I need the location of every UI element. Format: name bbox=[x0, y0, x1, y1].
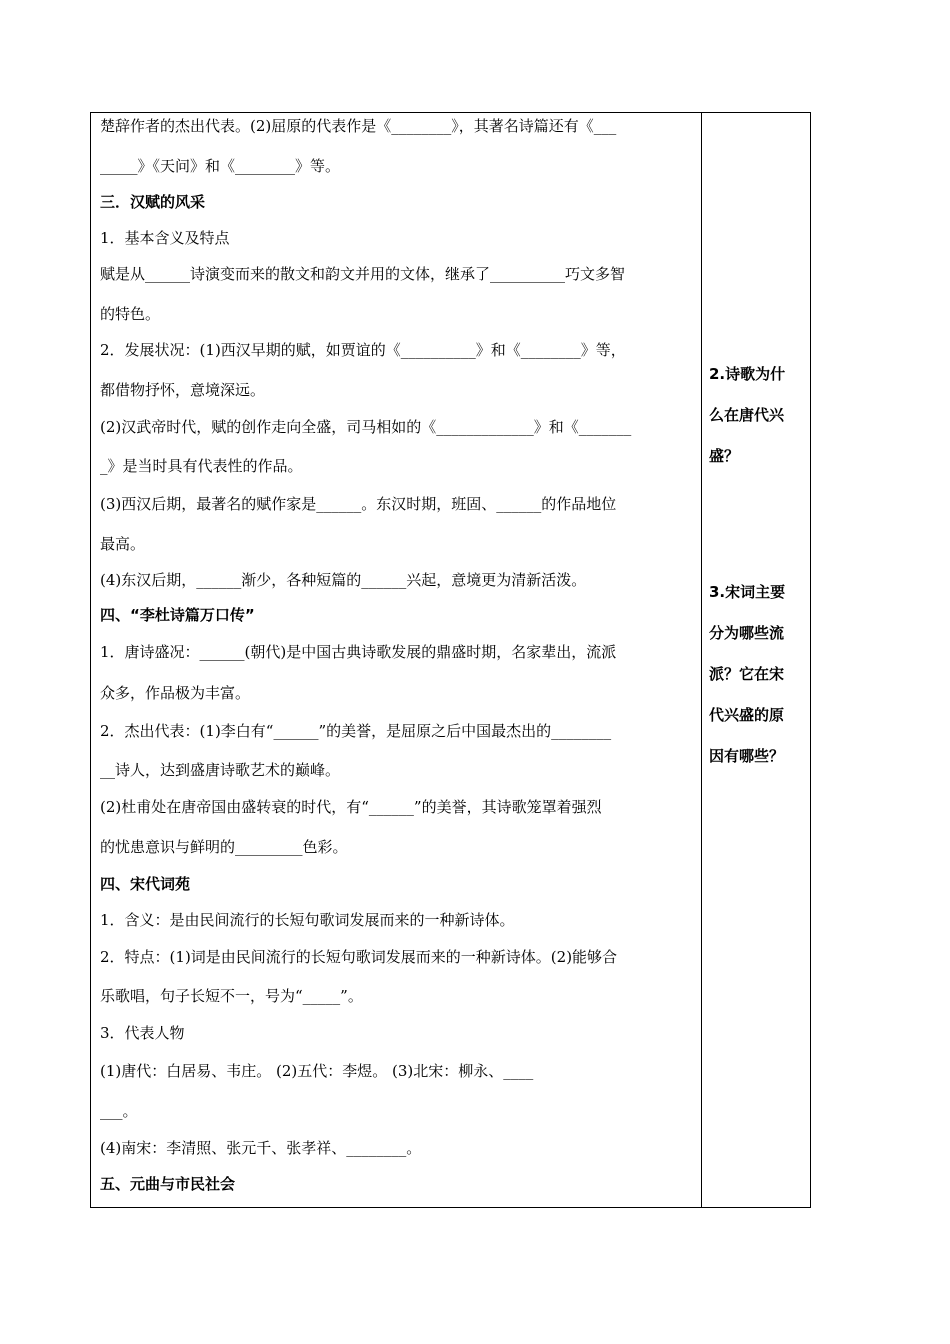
text-line: 赋是从______诗演变而来的散文和韵文并用的文体，继承了__________巧文多智 bbox=[100, 265, 626, 283]
text-line: (2)汉武帝时代，赋的创作走向全盛，司马相如的《_____________》和《_______ bbox=[100, 418, 632, 436]
text-line: 众多，作品极为丰富。 bbox=[100, 684, 251, 702]
side-question-3 bbox=[709, 572, 805, 777]
side-question-2 bbox=[709, 354, 805, 477]
text-line: _____》《天问》和《________》等。 bbox=[100, 157, 341, 175]
side-question-line: 派？它在宋 bbox=[709, 665, 785, 683]
text-line: (2)杜甫处在唐帝国由盛转衰的时代，有“______”的美誉，其诗歌笼罩着强烈 bbox=[100, 798, 602, 816]
side-question-line: 么在唐代兴 bbox=[709, 406, 785, 424]
text-line: (4)南宋：李清照、张元千、张孝祥、________。 bbox=[100, 1139, 422, 1157]
text-line: _》是当时具有代表性的作品。 bbox=[100, 457, 303, 475]
section-heading: 五、元曲与市民社会 bbox=[100, 1175, 236, 1193]
text-line: 楚辞作者的杰出代表。(2)屈原的代表作是《________》，其著名诗篇还有《___ bbox=[100, 117, 617, 135]
text-line: __诗人，达到盛唐诗歌艺术的巅峰。 bbox=[100, 761, 341, 779]
section-heading: 四、“李杜诗篇万口传” bbox=[100, 606, 255, 624]
text-line: 1．含义：是由民间流行的长短句歌词发展而来的一种新诗体。 bbox=[100, 911, 515, 929]
text-line: (3)西汉后期，最著名的赋作家是______。东汉时期，班固、______的作品地位 bbox=[100, 495, 617, 513]
text-line: 2．杰出代表：(1)李白有“______”的美誉，是屈原之后中国最杰出的________ bbox=[100, 722, 612, 740]
side-question-line: 3.宋词主要 bbox=[709, 583, 786, 601]
text-line: (4)东汉后期，______渐少，各种短篇的______兴起，意境更为清新活泼。 bbox=[100, 571, 587, 589]
text-line: 都借物抒怀，意境深远。 bbox=[100, 381, 266, 399]
text-line: 2．特点：(1)词是由民间流行的长短句歌词发展而来的一种新诗体。(2)能够合 bbox=[100, 948, 618, 966]
section-heading: 四、宋代词苑 bbox=[100, 875, 191, 893]
side-question-line: 盛？ bbox=[709, 447, 740, 465]
text-line: ___。 bbox=[100, 1102, 138, 1120]
text-line: 2．发展状况：(1)西汉早期的赋，如贾谊的《__________》和《________》等， bbox=[100, 341, 626, 359]
text-line: 1．基本含义及特点 bbox=[100, 229, 230, 247]
text-line: (1)唐代：白居易、韦庄。 (2)五代：李煜。 (3)北宋：柳永、____ bbox=[100, 1062, 534, 1080]
section-heading: 三．汉赋的风采 bbox=[100, 193, 206, 211]
text-line: 的忧患意识与鲜明的_________色彩。 bbox=[100, 838, 348, 856]
text-line: 乐歌唱，句子长短不一，号为“_____”。 bbox=[100, 987, 363, 1005]
text-line: 最高。 bbox=[100, 535, 146, 553]
side-question-line: 2.诗歌为什 bbox=[709, 365, 786, 383]
text-line: 1．唐诗盛况：______(朝代)是中国古典诗歌发展的鼎盛时期，名家辈出，流派 bbox=[100, 643, 617, 661]
side-question-line: 因有哪些？ bbox=[709, 747, 785, 765]
side-question-line: 代兴盛的原 bbox=[709, 706, 785, 724]
text-line: 的特色。 bbox=[100, 305, 161, 323]
side-question-line: 分为哪些流 bbox=[709, 624, 785, 642]
column-divider bbox=[701, 112, 702, 1208]
text-line: 3．代表人物 bbox=[100, 1024, 185, 1042]
